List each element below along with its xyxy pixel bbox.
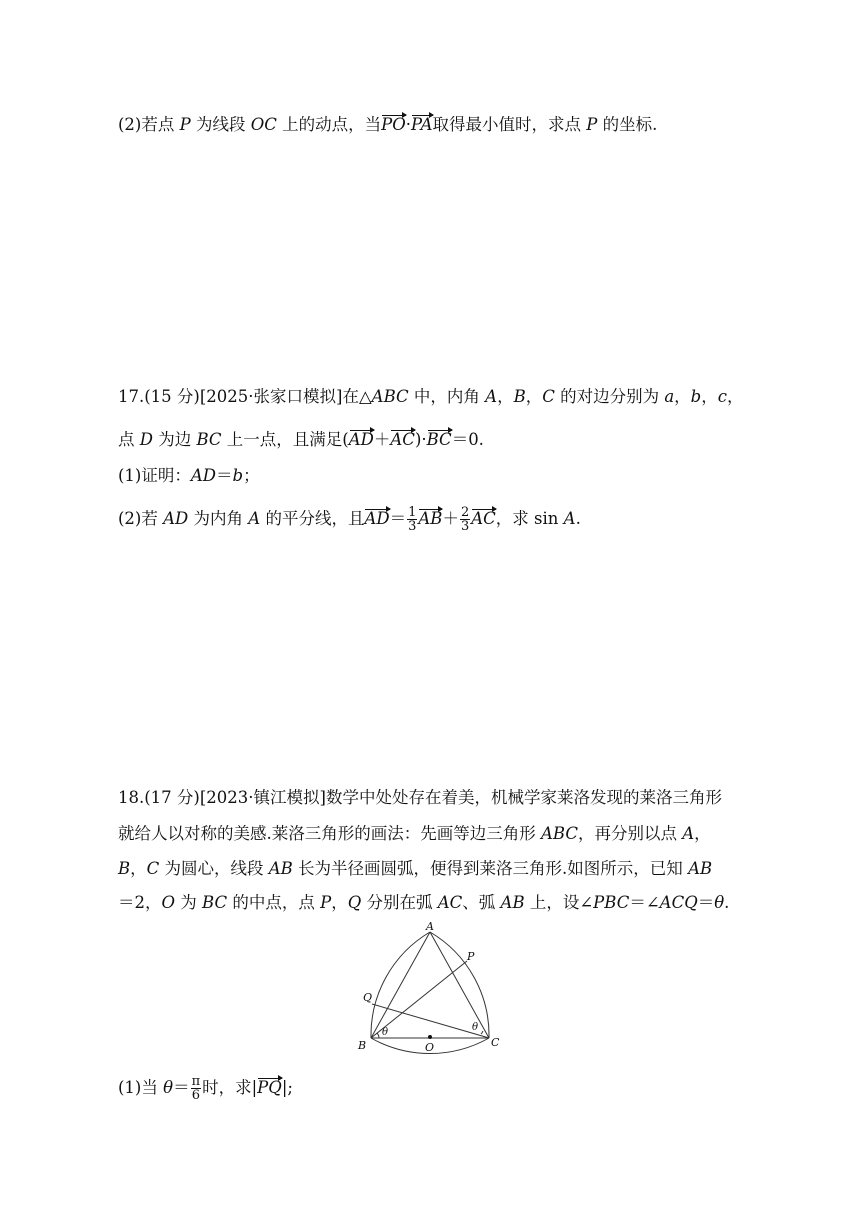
vector-ac: AC — [390, 428, 415, 452]
text: (2)若点 — [118, 115, 180, 134]
text: ， — [701, 387, 718, 406]
angle-mark-c — [481, 1031, 483, 1034]
label-p: P — [467, 950, 475, 963]
var: B — [513, 387, 526, 406]
var: b — [690, 387, 702, 406]
text: 为 — [175, 893, 203, 912]
q18-heading: 18.(17 分)[2023·镇江模拟]数学中处处存在着美，机械学家莱洛发现的莱洛三角形 — [118, 788, 722, 807]
var: O — [161, 893, 176, 912]
var: PBC — [593, 893, 630, 912]
text: ， — [694, 824, 711, 843]
var: θ — [163, 1078, 174, 1097]
text: ＝ — [173, 1078, 190, 1097]
text: ， — [497, 387, 514, 406]
var: Q — [347, 893, 362, 912]
vector-ad: AD — [349, 428, 374, 452]
var: c — [717, 387, 727, 406]
text: 中，内角 — [408, 387, 486, 406]
vector-ac: AC — [471, 507, 496, 531]
text: 的平分线，且 — [260, 509, 365, 528]
text: ＋ — [373, 430, 391, 449]
denominator: 6 — [191, 1088, 200, 1103]
text: ＝ — [697, 893, 715, 912]
numerator: 1 — [408, 505, 417, 520]
text: 时，求| — [202, 1078, 258, 1097]
angle-mark-b — [377, 1033, 379, 1038]
segment-ac — [430, 932, 489, 1038]
text: ＝∠ — [629, 893, 660, 912]
var: D — [139, 430, 153, 449]
text: ； — [243, 466, 260, 485]
text: ， — [130, 859, 147, 878]
var: B — [118, 859, 131, 878]
var: AD — [190, 466, 217, 485]
text: )· — [414, 430, 427, 449]
var: A — [248, 509, 261, 528]
text: (2)若 — [118, 509, 164, 528]
text: 为边 — [152, 430, 197, 449]
var: AB — [268, 859, 293, 878]
vector-bc: BC — [427, 428, 452, 452]
q17-line1 — [118, 385, 743, 409]
text: 的对边分别为 — [554, 387, 665, 406]
label-o: O — [425, 1041, 435, 1054]
var: AD — [163, 509, 189, 528]
fraction — [191, 1075, 202, 1102]
numerator: 2 — [460, 505, 470, 520]
vector-pq: PQ — [257, 1076, 282, 1100]
q17-heading: 17.(15 分)[2025·张家口模拟]在△ — [118, 387, 372, 406]
q18-line4 — [118, 891, 729, 915]
text: 分别在弧 — [361, 893, 438, 912]
label-theta-b: θ — [382, 1027, 389, 1038]
numerator: π — [191, 1074, 201, 1089]
var: BC — [202, 893, 228, 912]
var: A — [682, 824, 695, 843]
text: |; — [281, 1078, 293, 1097]
denominator: 3 — [460, 519, 470, 534]
text: 取得最小值时，求点 — [432, 115, 587, 134]
label-b: B — [358, 1039, 367, 1052]
segment-ab — [371, 932, 430, 1038]
q17-line2 — [118, 428, 484, 452]
text: ， — [331, 893, 348, 912]
var-oc: OC — [250, 115, 277, 134]
text: 、弧 — [462, 893, 501, 912]
text: . — [724, 893, 730, 912]
text: 上，设∠ — [524, 893, 594, 912]
label-q: Q — [363, 991, 373, 1004]
text: ， — [726, 387, 744, 406]
text: ＝ — [216, 466, 233, 485]
var: ABC — [541, 824, 578, 843]
text: 为线段 — [190, 115, 251, 134]
q16-part2-line — [118, 113, 657, 137]
var: b — [232, 466, 244, 485]
text: ＝2， — [118, 893, 162, 912]
text: 为内角 — [188, 509, 249, 528]
text: (1)当 — [118, 1078, 164, 1097]
var: P — [320, 893, 332, 912]
var: C — [146, 859, 160, 878]
text: (1)证明： — [118, 466, 191, 485]
text: 的中点，点 — [227, 893, 321, 912]
denominator: 3 — [408, 519, 417, 534]
text: 的坐标. — [597, 115, 658, 134]
text: . — [575, 509, 581, 528]
fraction — [460, 506, 470, 533]
text: 长为半径画圆弧，便得到莱洛三角形.如图所示，已知 — [292, 859, 689, 878]
var: a — [664, 387, 675, 406]
vector-pa: PA — [411, 113, 433, 137]
var: AB — [688, 859, 713, 878]
var: A — [563, 509, 576, 528]
text: 点 — [118, 430, 140, 449]
text: ＋ — [442, 509, 459, 528]
point-o — [428, 1035, 432, 1039]
var: AC — [437, 893, 463, 912]
var-p: P — [179, 115, 191, 134]
var: AB — [500, 893, 525, 912]
q18-line2 — [118, 822, 711, 846]
vector-ad: AD — [364, 507, 389, 531]
label-c: C — [491, 1036, 500, 1049]
text: · — [405, 115, 412, 134]
text: 上一点，且满足( — [221, 430, 349, 449]
text: ＝ — [389, 509, 407, 528]
q17-part1 — [118, 464, 260, 488]
text: ，再分别以点 — [577, 824, 683, 843]
var: BC — [196, 430, 222, 449]
q18-line3 — [118, 857, 712, 881]
text: 为圆心，线段 — [159, 859, 269, 878]
vector-po: PO — [381, 113, 406, 137]
vector-ab: AB — [418, 507, 442, 531]
var: ABC — [371, 387, 409, 406]
var-p: P — [586, 115, 598, 134]
q17-part2 — [118, 506, 581, 533]
var: θ — [714, 893, 725, 912]
reuleaux-triangle-figure — [350, 918, 520, 1058]
var: A — [485, 387, 498, 406]
var: C — [542, 387, 555, 406]
var: ACQ — [659, 893, 698, 912]
text: 就给人以对称的美感.莱洛三角形的画法：先画等边三角形 — [118, 824, 541, 843]
text: ， — [674, 387, 691, 406]
fraction — [407, 506, 417, 533]
text: ， — [525, 387, 543, 406]
text: ，求 sin — [495, 509, 564, 528]
label-a: A — [426, 920, 434, 933]
text: ＝0. — [451, 430, 484, 449]
q18-line1 — [118, 786, 722, 810]
q18-part1 — [118, 1075, 293, 1102]
text: 上的动点，当 — [276, 115, 382, 134]
label-theta-c: θ — [472, 1022, 479, 1033]
